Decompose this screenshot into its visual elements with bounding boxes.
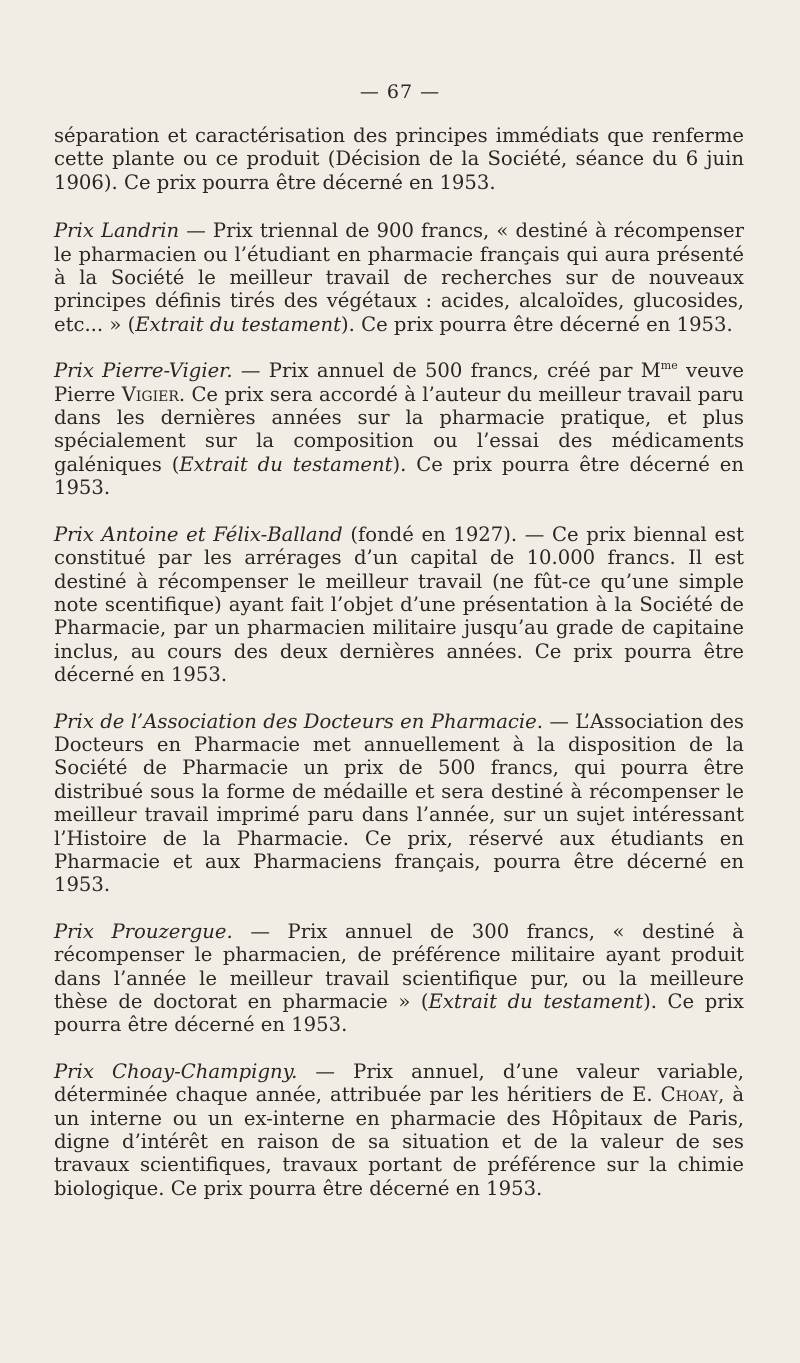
paragraph-text: , à un interne ou un ex-interne en pharmacie des Hôpitaux de Paris, digne d’intérêt en raison de sa situation et de la valeur de ses travaux scientifiques, travaux portant de préférence sur la chimie biologique. Ce prix pourra être décerné en 1953. — [54, 1083, 745, 1200]
paragraph-prix-prouzergue — [54, 920, 744, 1037]
testament-reference: Extrait du testament — [135, 312, 342, 336]
paragraph-text: . Ce prix sera accordé à l’auteur du meilleur travail paru dans les dernières années sur la pharmacie pratique, et plus spécialement sur la composition ou l’essai des médicaments galéniques ( — [54, 382, 744, 476]
paragraph-text: ). Ce prix pourra être décerné en 1953. — [341, 312, 733, 336]
prize-title: Prix Pierre-Vigier. — [54, 359, 233, 383]
paragraph-text: ). Ce prix pourra être décerné en 1953. — [54, 452, 744, 500]
paragraph-text: — Prix annuel de 300 francs, « destiné à récompenser le pharmacien, de préférence militaire ayant produit dans l’année le meilleur travail scientifique pur, ou la meilleure thèse de doctorat en pharmacie » ( — [54, 919, 744, 1013]
page-number: — 67 — — [359, 81, 441, 103]
paragraph-text: (fondé en 1927). — Ce prix biennal est constitué par les arrérages d’un capital de 10.000 francs. Il est destiné à récompenser le meilleur travail (ne fût-ce qu’une simple note scentifique) ayant fait l’objet d’une présentation à la Société de Pharmacie, par un pharmacien militaire jusqu’au grade de capitaine inclus, au cours des deux dernières années. Ce prix pourra être décerné en 1953. — [54, 522, 744, 687]
paragraph-text: — Prix triennal de 900 francs, « destiné à récompenser le pharmacien ou l’étudiant en pharmacie français qui aura présenté à la Société le meilleur travail de recherches sur de nouveaux principes définis tirés des végétaux : acides, alcaloïdes, glucosides, etc... » ( — [54, 219, 744, 336]
prize-title: Prix Landrin — [54, 219, 180, 243]
paragraph-prix-pierre-vigier — [54, 359, 744, 499]
prize-title: Prix de l’Association des Docteurs en Pharmacie. — [54, 709, 543, 733]
paragraph-text: séparation et caractérisation des principes immédiats que renferme cette plante ou ce produit (Décision de la Société, séance du 6 juin 1906). Ce prix pourra être décerné en 1953. — [54, 124, 744, 194]
person-name: Choay — [660, 1083, 719, 1107]
prize-title: Prix Choay-Champigny. — [54, 1059, 298, 1083]
paragraph-text: — Prix annuel de 500 francs, créé par M — [232, 359, 661, 383]
paragraph-prix-landrin — [54, 219, 744, 336]
testament-reference: Extrait du testament — [179, 452, 393, 476]
prize-title: Prix Prouzergue. — [54, 919, 233, 943]
paragraph-text: — L’Association des Docteurs en Pharmacie met annuellement à la disposition de la Société de Pharmacie un prix de 500 francs, qui pourra être distribué sous la forme de médaille et sera destiné à récompenser le meilleur travail imprimé paru dans l’année, sur un sujet intéressant l’Histoire de la Pharmacie. Ce prix, réservé aux étudiants en Pharmacie et aux Pharmaciens français, pourra être décerné en 1953. — [54, 709, 744, 897]
paragraph-text: — Prix annuel, d’une valeur variable, déterminée chaque année, attribuée par les héritiers de E. — [54, 1059, 744, 1107]
paragraph-prix-association — [54, 710, 744, 897]
paragraph-text: ). Ce prix pourra être décerné en 1953. — [54, 990, 744, 1037]
person-name: Vigier — [121, 382, 179, 406]
paragraph-prix-balland — [54, 523, 744, 687]
paragraph-continuation — [54, 124, 744, 194]
superscript: me — [660, 359, 678, 373]
testament-reference: Extrait du testament — [428, 990, 644, 1013]
paragraph-prix-choay — [54, 1060, 744, 1200]
prize-title: Prix Antoine et Félix-Balland — [54, 522, 343, 546]
paragraph-text: veuve Pierre — [54, 359, 744, 406]
body-text — [54, 124, 744, 1223]
